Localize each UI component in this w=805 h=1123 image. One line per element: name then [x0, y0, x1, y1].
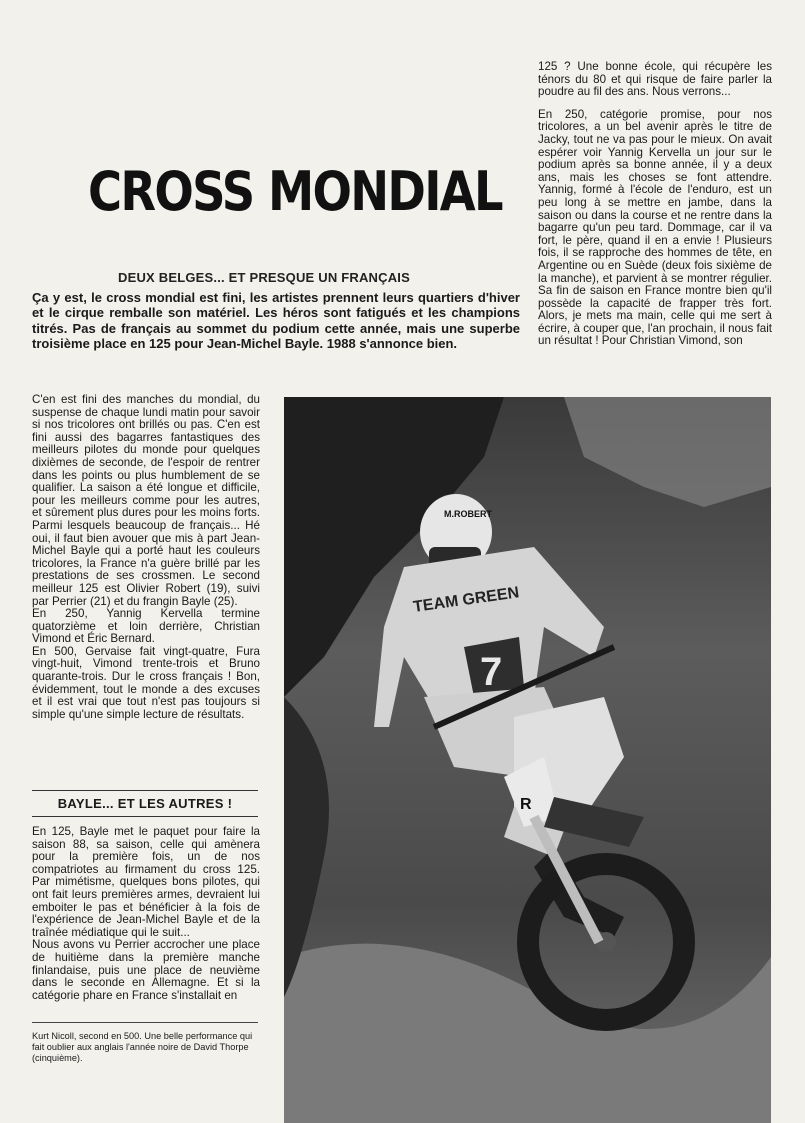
bayle-paragraph-1: En 125, Bayle met le paquet pour faire la saison 88, sa saison, celle qui amènera pour la première fois, un de nos compatriotes au firmament du cross 125. Par mimétisme, quelques bons pilotes, qui ont fait leurs premières armes, devraient lui emboiter le pas et bénéficier à la fois de l'expérience de Jean-Michel Bayle et de la traînée médiatique qui le suit...: [32, 825, 260, 939]
photo-caption: Kurt Nicoll, second en 500. Une belle performance qui fait oublier aux anglais l'année noire de David Thorpe (cinquième).: [32, 1031, 253, 1063]
left-paragraph-1: C'en est fini des manches du mondial, du suspense de chaque lundi matin pour savoir si nos tricolores ont brillés ou pas. C'en est fini aussi des bagarres fantastiques des meilleurs pilotes du monde pour quelques dixièmes de seconde, de l'espoir de rentrer dans les points ou plus humblement de se qualifier. La saison a été longue et difficile, pour les meilleurs comme pour les autres, et sûrement plus dures pour les moins forts. Parmi lesquels beaucoup de français... Hé oui, il faut bien avouer que mis à part Jean-Michel Bayle qui a porté haut les couleurs tricolores, la France n'a guère brillé par les prestations de ses crossmen. Le second meilleur 125 est Olivier Robert (19), suivi par Perrier (21) et du frangin Bayle (25).: [32, 393, 260, 608]
section-rule-top: [32, 790, 258, 791]
caption-rule: [32, 1022, 258, 1023]
left-paragraph-2: En 250, Yannig Kervella termine quatorzième et loin derrière, Christian Vimond et Éric Bernard.: [32, 607, 260, 646]
right-column: [538, 61, 772, 348]
section-rule-bottom: [32, 816, 258, 817]
article-title: CROSS MONDIAL: [88, 160, 502, 223]
jersey-lettering: TEAM GREEN: [412, 584, 521, 616]
helmet-lettering: M.ROBERT: [444, 509, 492, 519]
right-paragraph-2: En 250, catégorie promise, pour nos tricolores, a un bel avenir après le titre de Jacky, tout ne va pas pour le mieux. On avait espérer voir Yannig Kervella un jour sur le podium après sa bonne année, il y a deux ans, mais les choses se font attendre. Yannig, formé à l'école de l'enduro, est un peu long à se mettre en jambe, dans la saison ou dans la course et ne rentre dans la bagarre qu'un peu tard. Dommage, car il va fort, le père, quand il en a envie ! Plusieurs fois, il se rapproche des hommes de tête, en Argentine ou en Suède (deux fois sixième de la manche), et parvient à se montrer régulier. Sa fin de saison en France montre bien qu'il possède la capacité de frapper très fort. Alors, je mets ma main, celle qui me sert à écrire, à couper que, l'an prochain, il nous fait un résultat ! Pour Christian Vimond, son: [538, 107, 772, 348]
motocross-photo: [284, 397, 771, 1123]
right-paragraph-1: 125 ? Une bonne école, qui récupère les ténors du 80 et qui risque de faire parler la poudre au fil des ans. Nous verrons...: [538, 60, 772, 99]
rider-number: 7: [480, 650, 503, 694]
bayle-section-text: [32, 826, 260, 1002]
section-heading: BAYLE... ET LES AUTRES !: [57, 796, 233, 811]
left-column: [32, 394, 260, 721]
bike-plate-letter: R: [520, 796, 532, 813]
article-subtitle: DEUX BELGES... ET PRESQUE UN FRANÇAIS: [118, 270, 410, 285]
left-paragraph-3: En 500, Gervaise fait vingt-quatre, Fura vingt-huit, Vimond trente-trois et Bruno quarante-trois. Dur le cross français ! Bon, évidemment, tout le monde a des excuses et il est vrai que tout n'est pas toujours si simple qu'une simple lecture de résultats.: [32, 644, 260, 721]
lead-paragraph: Ça y est, le cross mondial est fini, les artistes prennent leurs quartiers d'hiver et le cirque remballe son matériel. Les héros sont fatigués et les champions titrés. Pas de français au sommet du podium cette année, mais une superbe troisième place en 125 pour Jean-Michel Bayle. 1988 s'annonce bien.: [32, 290, 520, 351]
bayle-paragraph-2: Nous avons vu Perrier accrocher une place de huitième dans la première manche finlandaise, puis une place de neuvième dans le seconde en Allemagne. Et si la catégorie phare en France s'installait en: [32, 938, 260, 1002]
